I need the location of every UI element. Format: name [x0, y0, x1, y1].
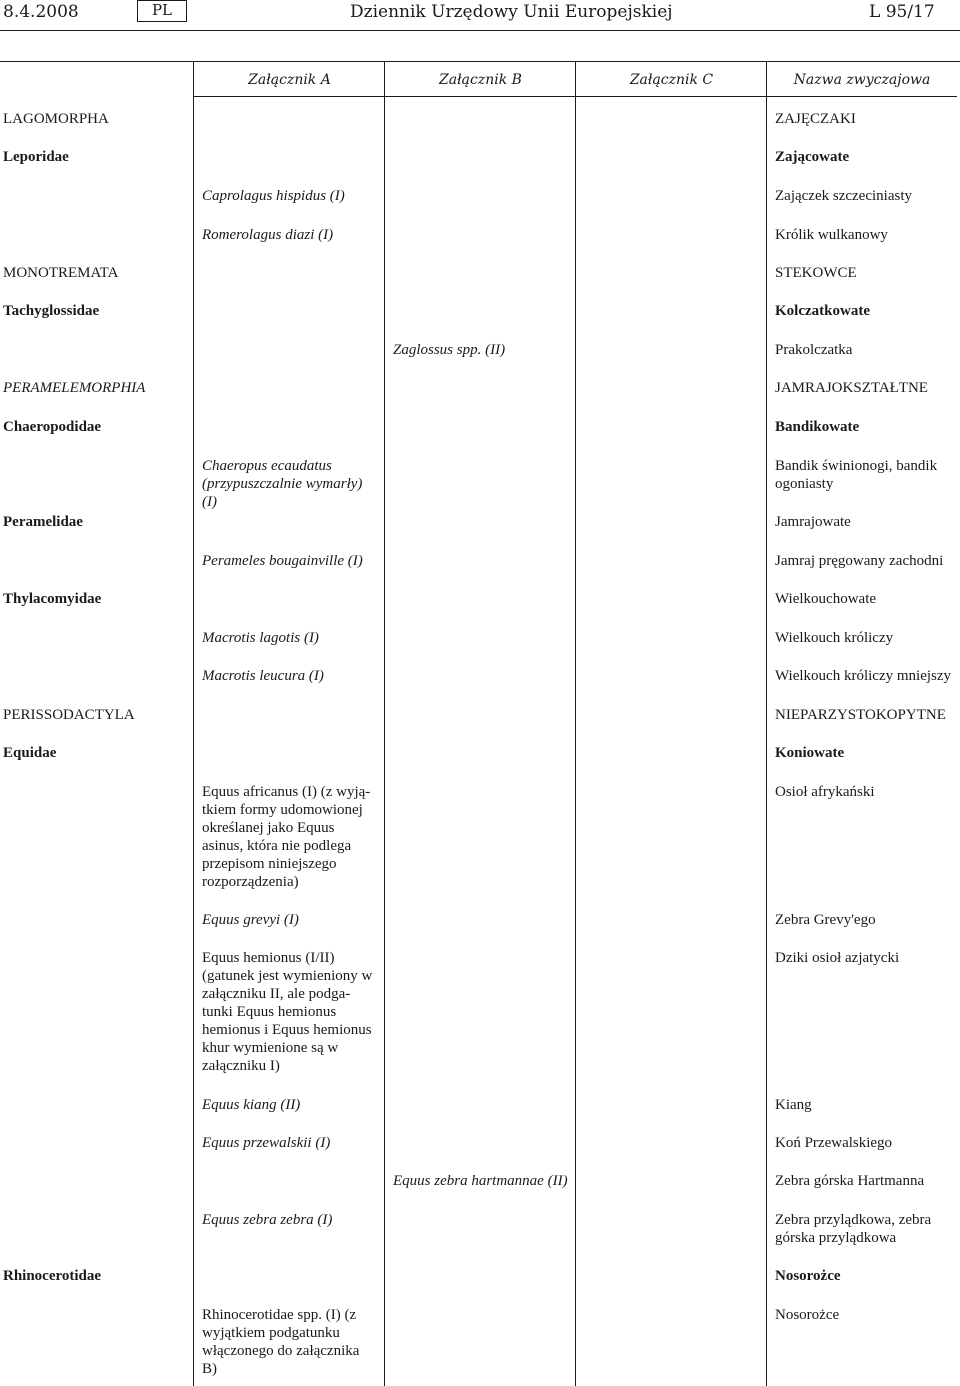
family-name: Thylacomyidae: [3, 591, 102, 607]
header-rule: [0, 30, 960, 31]
page-number: L 95/17: [869, 2, 935, 22]
order-name: PERISSODACTYLA: [3, 707, 135, 723]
column-header-annex-b: Załącznik B: [439, 72, 522, 88]
column-divider-1: [193, 61, 194, 1386]
species-annex-a: Rhinocerotidae spp. (I) (z wyjątkiem podgatunku włączonego do załącznika B): [202, 1307, 360, 1377]
species-annex-a: Equus hemionus (I/II) (gatunek jest wymieniony w załączniku II, ale podgatunki Equus hemionus hemionus i Equus hemionus khur wymienione są w załączniku I): [202, 950, 373, 1074]
species-annex-a: Chaeropus ecaudatus (przypuszczalnie wymarły) (I): [202, 458, 363, 510]
family-name: Rhinocerotidae: [3, 1268, 102, 1284]
table-top-rule: [0, 61, 960, 62]
species-common-name: Królik wulkanowy: [775, 227, 888, 243]
species-common-name: Zajączek szczeciniasty: [775, 188, 912, 204]
species-annex-a: Equus grevyi (I): [202, 912, 299, 928]
order-name: LAGOMORPHA: [3, 111, 109, 127]
species-common-name: Nosorożce: [775, 1307, 840, 1323]
species-common-name: Wielkouch króliczy mniejszy: [775, 668, 952, 684]
family-name: Chaeropodidae: [3, 419, 102, 435]
species-annex-b: Equus zebra hartmannae (II): [393, 1173, 568, 1189]
column-divider-4: [766, 61, 767, 1386]
species-common-name: Kiang: [775, 1097, 812, 1113]
order-common-name: JAMRAJOKSZTAŁTNE: [775, 380, 928, 396]
species-annex-a: Equus africanus (I) (z wyjątkiem formy udomowionej określanej jako Equus asinus, która nie podlega przepisom niniejszego rozporządzenia): [202, 784, 371, 890]
order-common-name: ZAJĘCZAKI: [775, 111, 856, 127]
language-badge: PL: [137, 0, 187, 22]
publication-date: 8.4.2008: [3, 2, 79, 22]
family-common-name: Kolczatkowate: [775, 303, 870, 319]
family-common-name: Bandikowate: [775, 419, 860, 435]
species-common-name: Wielkouch króliczy: [775, 630, 894, 646]
order-name: MONOTREMATA: [3, 265, 119, 281]
family-name: Leporidae: [3, 149, 69, 165]
order-common-name: STEKOWCE: [775, 265, 857, 281]
species-common-name: Bandik świnionogi, bandik ogoniasty: [775, 458, 938, 492]
column-header-common-name: Nazwa zwyczajowa: [793, 72, 931, 88]
column-header-annex-c: Załącznik C: [629, 72, 714, 88]
family-common-name: Nosorożce: [775, 1268, 841, 1284]
species-annex-a: Equus zebra zebra (I): [202, 1212, 333, 1228]
species-common-name: Zebra przylądkowa, zebra górska przylądkowa: [775, 1212, 932, 1246]
column-divider-2: [384, 61, 385, 1386]
species-common-name: Zebra górska Hartmanna: [775, 1173, 925, 1189]
family-common-name: Jamrajowate: [775, 514, 851, 530]
species-annex-a: Macrotis lagotis (I): [202, 630, 319, 646]
species-common-name: Zebra Grevy'ego: [775, 912, 876, 928]
family-name: Peramelidae: [3, 514, 83, 530]
order-name: PERAMELEMORPHIA: [3, 380, 146, 396]
column-header-annex-a: Załącznik A: [248, 72, 331, 88]
species-common-name: Prakolczatka: [775, 342, 853, 358]
species-annex-a: Equus przewalskii (I): [202, 1135, 331, 1151]
family-common-name: Wielkouchowate: [775, 591, 877, 607]
species-common-name: Osioł afrykański: [775, 784, 875, 800]
family-common-name: Koniowate: [775, 745, 845, 761]
journal-title: Dziennik Urzędowy Unii Europejskiej: [350, 2, 673, 22]
species-common-name: Koń Przewalskiego: [775, 1135, 893, 1151]
species-common-name: Dziki osioł azjatycki: [775, 950, 900, 966]
species-annex-a: Caprolagus hispidus (I): [202, 188, 345, 204]
species-annex-a: Macrotis leucura (I): [202, 668, 324, 684]
species-annex-a: Romerolagus diazi (I): [202, 227, 334, 243]
family-name: Tachyglossidae: [3, 303, 100, 319]
species-common-name: Jamraj pręgowany zachodni: [775, 553, 944, 569]
species-annex-a: Perameles bougainville (I): [202, 553, 363, 569]
species-annex-b: Zaglossus spp. (II): [393, 342, 506, 358]
order-common-name: NIEPARZYSTOKOPYTNE: [775, 707, 946, 723]
journal-header: [0, 0, 960, 30]
species-annex-a: Equus kiang (II): [202, 1097, 301, 1113]
family-common-name: Zającowate: [775, 149, 850, 165]
family-name: Equidae: [3, 745, 57, 761]
